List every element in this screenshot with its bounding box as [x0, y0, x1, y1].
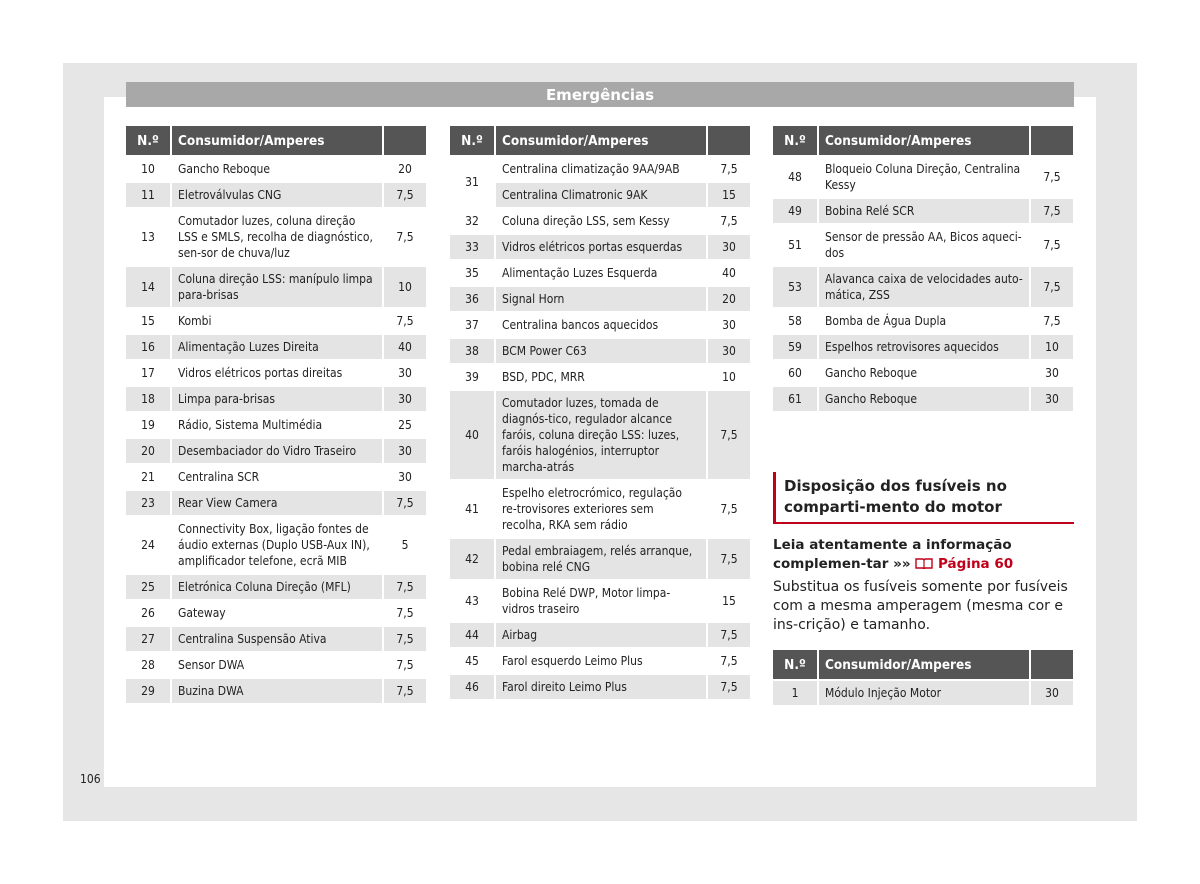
table-row: [450, 155, 750, 181]
fuse-table-2: [450, 126, 750, 699]
fuse-amps: 7,5: [382, 307, 426, 333]
fuse-consumer: Comutador luzes, coluna direção LSS e SMLS, recolha de diagnóstico, sen-sor de chuva/luz: [170, 207, 382, 265]
fuse-consumer: Eletrónica Coluna Direção (MFL): [170, 573, 382, 599]
header-number: N.º: [126, 126, 170, 155]
fuse-amps: 25: [382, 411, 426, 437]
fuse-table-3: [773, 126, 1073, 411]
fuse-amps: 7,5: [706, 647, 750, 673]
fuse-amps: 7,5: [382, 489, 426, 515]
table-row: [773, 155, 1073, 197]
fuse-number: 39: [450, 363, 494, 389]
header-amps: [706, 126, 750, 155]
fuse-consumer: Gancho Reboque: [817, 385, 1029, 411]
fuse-amps: 30: [382, 385, 426, 411]
table-row: [126, 307, 426, 333]
fuse-number: 37: [450, 311, 494, 337]
table-header: [450, 126, 750, 155]
fuse-number: 60: [773, 359, 817, 385]
arrows-glyph: »»: [893, 556, 911, 572]
chapter-banner: Emergências: [126, 82, 1074, 107]
fuse-amps: 40: [706, 259, 750, 285]
header-consumer: Consumidor/Amperes: [817, 126, 1029, 155]
header-number: N.º: [773, 650, 817, 679]
fuse-number: 51: [773, 223, 817, 265]
fuse-number: 16: [126, 333, 170, 359]
fuse-consumer: Espelhos retrovisores aquecidos: [817, 333, 1029, 359]
fuse-number: 18: [126, 385, 170, 411]
info-note: [773, 536, 1074, 574]
table-row: [450, 311, 750, 337]
fuse-number: 29: [126, 677, 170, 703]
header-consumer: Consumidor/Amperes: [494, 126, 706, 155]
fuse-amps: 7,5: [706, 537, 750, 579]
fuse-table-1: [126, 126, 426, 703]
fuse-number: 25: [126, 573, 170, 599]
table-row: [450, 259, 750, 285]
table-header: [773, 126, 1073, 155]
fuse-consumer: Connectivity Box, ligação fontes de áudio externas (Duplo USB-Aux IN), amplificador telefone, ecrã MIB: [170, 515, 382, 573]
fuse-number: 48: [773, 155, 817, 197]
table-row: [126, 333, 426, 359]
table-row: [450, 233, 750, 259]
fuse-consumer: Centralina Suspensão Ativa: [170, 625, 382, 651]
table-row: [773, 197, 1073, 223]
fuse-number: 11: [126, 181, 170, 207]
table-row: [773, 385, 1073, 411]
fuse-number: 41: [450, 479, 494, 537]
fuse-table-4: [773, 650, 1073, 705]
fuse-consumer: Centralina Climatronic 9AK: [494, 181, 706, 207]
fuse-number: 21: [126, 463, 170, 489]
fuse-number: 46: [450, 673, 494, 699]
fuse-consumer: Farol esquerdo Leimo Plus: [494, 647, 706, 673]
info-lead: Leia atentamente a informação complemen-tar: [773, 537, 1012, 572]
fuse-consumer: Coluna direção LSS, sem Kessy: [494, 207, 706, 233]
table-row: [773, 333, 1073, 359]
fuse-amps: 7,5: [382, 207, 426, 265]
fuse-number: 10: [126, 155, 170, 181]
fuse-consumer: Alimentação Luzes Esquerda: [494, 259, 706, 285]
fuse-number: 1: [773, 679, 817, 705]
fuse-table-2-container: [450, 126, 750, 699]
table-row: [450, 389, 750, 479]
fuse-consumer: Vidros elétricos portas esquerdas: [494, 233, 706, 259]
table-row: [450, 647, 750, 673]
fuse-consumer: Gancho Reboque: [817, 359, 1029, 385]
page-frame-left: [63, 63, 104, 821]
fuse-consumer: Bloqueio Coluna Direção, Centralina Kessy: [817, 155, 1029, 197]
fuse-amps: 30: [706, 233, 750, 259]
fuse-amps: 30: [382, 463, 426, 489]
table-row: [450, 207, 750, 233]
fuse-consumer: Comutador luzes, tomada de diagnós-tico, regulador alcance faróis, coluna direção LSS: luzes, faróis halogénios, interruptor marcha-atrás: [494, 389, 706, 479]
fuse-amps: 7,5: [1029, 155, 1073, 197]
instruction-text: Substitua os fusíveis somente por fusíveis com a mesma amperagem (mesma cor e ins-crição) e tamanho.: [773, 579, 1068, 633]
fuse-consumer: Limpa para-brisas: [170, 385, 382, 411]
fuse-amps: 30: [706, 311, 750, 337]
fuse-consumer: Signal Horn: [494, 285, 706, 311]
table-row: [126, 651, 426, 677]
fuse-number: 31: [450, 155, 494, 207]
fuse-consumer: Farol direito Leimo Plus: [494, 673, 706, 699]
fuse-amps: 7,5: [706, 673, 750, 699]
fuse-consumer: Bobina Relé DWP, Motor limpa-vidros traseiro: [494, 579, 706, 621]
table-row: [126, 385, 426, 411]
header-amps: [1029, 126, 1073, 155]
fuse-consumer: Sensor de pressão AA, Bicos aqueci-dos: [817, 223, 1029, 265]
table-row: [126, 155, 426, 181]
fuse-amps: 30: [706, 337, 750, 363]
fuse-amps: 30: [1029, 679, 1073, 705]
fuse-amps: 7,5: [706, 155, 750, 181]
header-consumer: Consumidor/Amperes: [170, 126, 382, 155]
fuse-number: 49: [773, 197, 817, 223]
table-row: [126, 515, 426, 573]
table-row: [126, 599, 426, 625]
fuse-consumer: Buzina DWA: [170, 677, 382, 703]
fuse-consumer: Gancho Reboque: [170, 155, 382, 181]
fuse-amps: 10: [706, 363, 750, 389]
fuse-amps: 7,5: [1029, 307, 1073, 333]
fuse-number: 42: [450, 537, 494, 579]
fuse-consumer: Centralina climatização 9AA/9AB: [494, 155, 706, 181]
table-row: [773, 679, 1073, 705]
fuse-number: 61: [773, 385, 817, 411]
fuse-amps: 30: [1029, 385, 1073, 411]
page-frame-right: [1096, 63, 1137, 821]
fuse-number: 24: [126, 515, 170, 573]
fuse-consumer: Gateway: [170, 599, 382, 625]
fuse-consumer: Desembaciador do Vidro Traseiro: [170, 437, 382, 463]
header-number: N.º: [773, 126, 817, 155]
table-row: [450, 181, 750, 207]
fuse-amps: 7,5: [706, 479, 750, 537]
engine-fuse-section: [773, 472, 1074, 635]
table-row: [773, 359, 1073, 385]
fuse-number: 28: [126, 651, 170, 677]
fuse-table-1-container: [126, 126, 426, 703]
fuse-number: 53: [773, 265, 817, 307]
section-heading: Disposição dos fusíveis no comparti-mento do motor: [773, 472, 1074, 524]
table-row: [450, 363, 750, 389]
fuse-amps: 7,5: [1029, 197, 1073, 223]
table-row: [126, 463, 426, 489]
table-row: [126, 359, 426, 385]
table-row: [126, 625, 426, 651]
table-row: [450, 285, 750, 311]
table-row: [450, 579, 750, 621]
fuse-consumer: Bobina Relé SCR: [817, 197, 1029, 223]
book-icon: [915, 557, 933, 569]
fuse-amps: 7,5: [382, 625, 426, 651]
fuse-consumer: Alavanca caixa de velocidades auto-mática, ZSS: [817, 265, 1029, 307]
table-row: [450, 337, 750, 363]
fuse-number: 32: [450, 207, 494, 233]
page-number: 106: [80, 772, 101, 786]
fuse-number: 17: [126, 359, 170, 385]
fuse-number: 40: [450, 389, 494, 479]
fuse-number: 23: [126, 489, 170, 515]
fuse-consumer: Vidros elétricos portas direitas: [170, 359, 382, 385]
fuse-number: 33: [450, 233, 494, 259]
table-header: [773, 650, 1073, 679]
fuse-amps: 7,5: [382, 573, 426, 599]
page-reference-text: Página 60: [938, 556, 1014, 572]
header-amps: [1029, 650, 1073, 679]
table-row: [126, 265, 426, 307]
fuse-number: 59: [773, 333, 817, 359]
fuse-consumer: Coluna direção LSS: manípulo limpa para-brisas: [170, 265, 382, 307]
table-row: [450, 673, 750, 699]
table-row: [450, 537, 750, 579]
page-reference-link[interactable]: [915, 556, 1013, 572]
fuse-amps: 7,5: [382, 181, 426, 207]
fuse-number: 26: [126, 599, 170, 625]
fuse-amps: 20: [382, 155, 426, 181]
table-header: [126, 126, 426, 155]
fuse-consumer: Espelho eletrocrómico, regulação re-trovisores exteriores sem recolha, RKA sem rádio: [494, 479, 706, 537]
fuse-amps: 15: [706, 579, 750, 621]
fuse-consumer: Centralina SCR: [170, 463, 382, 489]
fuse-consumer: BSD, PDC, MRR: [494, 363, 706, 389]
table-row: [450, 621, 750, 647]
header-number: N.º: [450, 126, 494, 155]
table-row: [450, 479, 750, 537]
fuse-consumer: Rádio, Sistema Multimédia: [170, 411, 382, 437]
table-row: [126, 181, 426, 207]
fuse-table-3-container: [773, 126, 1073, 411]
fuse-number: 35: [450, 259, 494, 285]
fuse-amps: 15: [706, 181, 750, 207]
fuse-amps: 10: [1029, 333, 1073, 359]
fuse-amps: 30: [1029, 359, 1073, 385]
fuse-consumer: Rear View Camera: [170, 489, 382, 515]
fuse-amps: 10: [382, 265, 426, 307]
page-frame-bottom: [63, 787, 1137, 821]
fuse-consumer: Pedal embraiagem, relés arranque, bobina relé CNG: [494, 537, 706, 579]
fuse-consumer: Alimentação Luzes Direita: [170, 333, 382, 359]
fuse-amps: 5: [382, 515, 426, 573]
table-row: [773, 265, 1073, 307]
fuse-consumer: Módulo Injeção Motor: [817, 679, 1029, 705]
fuse-number: 45: [450, 647, 494, 673]
table-row: [126, 677, 426, 703]
fuse-amps: 7,5: [706, 621, 750, 647]
fuse-number: 58: [773, 307, 817, 333]
header-consumer: Consumidor/Amperes: [817, 650, 1029, 679]
fuse-amps: 40: [382, 333, 426, 359]
fuse-consumer: BCM Power C63: [494, 337, 706, 363]
table-row: [126, 573, 426, 599]
fuse-amps: 7,5: [706, 207, 750, 233]
table-row: [126, 207, 426, 265]
fuse-number: 14: [126, 265, 170, 307]
fuse-amps: 7,5: [1029, 265, 1073, 307]
fuse-number: 38: [450, 337, 494, 363]
fuse-consumer: Airbag: [494, 621, 706, 647]
fuse-amps: 20: [706, 285, 750, 311]
fuse-amps: 7,5: [706, 389, 750, 479]
fuse-consumer: Sensor DWA: [170, 651, 382, 677]
fuse-consumer: Bomba de Água Dupla: [817, 307, 1029, 333]
table-row: [773, 223, 1073, 265]
fuse-amps: 30: [382, 359, 426, 385]
fuse-amps: 7,5: [382, 677, 426, 703]
fuse-amps: 30: [382, 437, 426, 463]
fuse-number: 15: [126, 307, 170, 333]
fuse-number: 27: [126, 625, 170, 651]
fuse-consumer: Centralina bancos aquecidos: [494, 311, 706, 337]
table-row: [773, 307, 1073, 333]
fuse-consumer: Eletroválvulas CNG: [170, 181, 382, 207]
fuse-number: 36: [450, 285, 494, 311]
fuse-number: 20: [126, 437, 170, 463]
table-row: [126, 489, 426, 515]
fuse-number: 13: [126, 207, 170, 265]
fuse-table-4-container: [773, 650, 1073, 705]
header-amps: [382, 126, 426, 155]
fuse-amps: 7,5: [1029, 223, 1073, 265]
fuse-amps: 7,5: [382, 599, 426, 625]
fuse-number: 44: [450, 621, 494, 647]
fuse-number: 43: [450, 579, 494, 621]
fuse-number: 19: [126, 411, 170, 437]
fuse-consumer: Kombi: [170, 307, 382, 333]
table-row: [126, 437, 426, 463]
fuse-amps: 7,5: [382, 651, 426, 677]
table-row: [126, 411, 426, 437]
